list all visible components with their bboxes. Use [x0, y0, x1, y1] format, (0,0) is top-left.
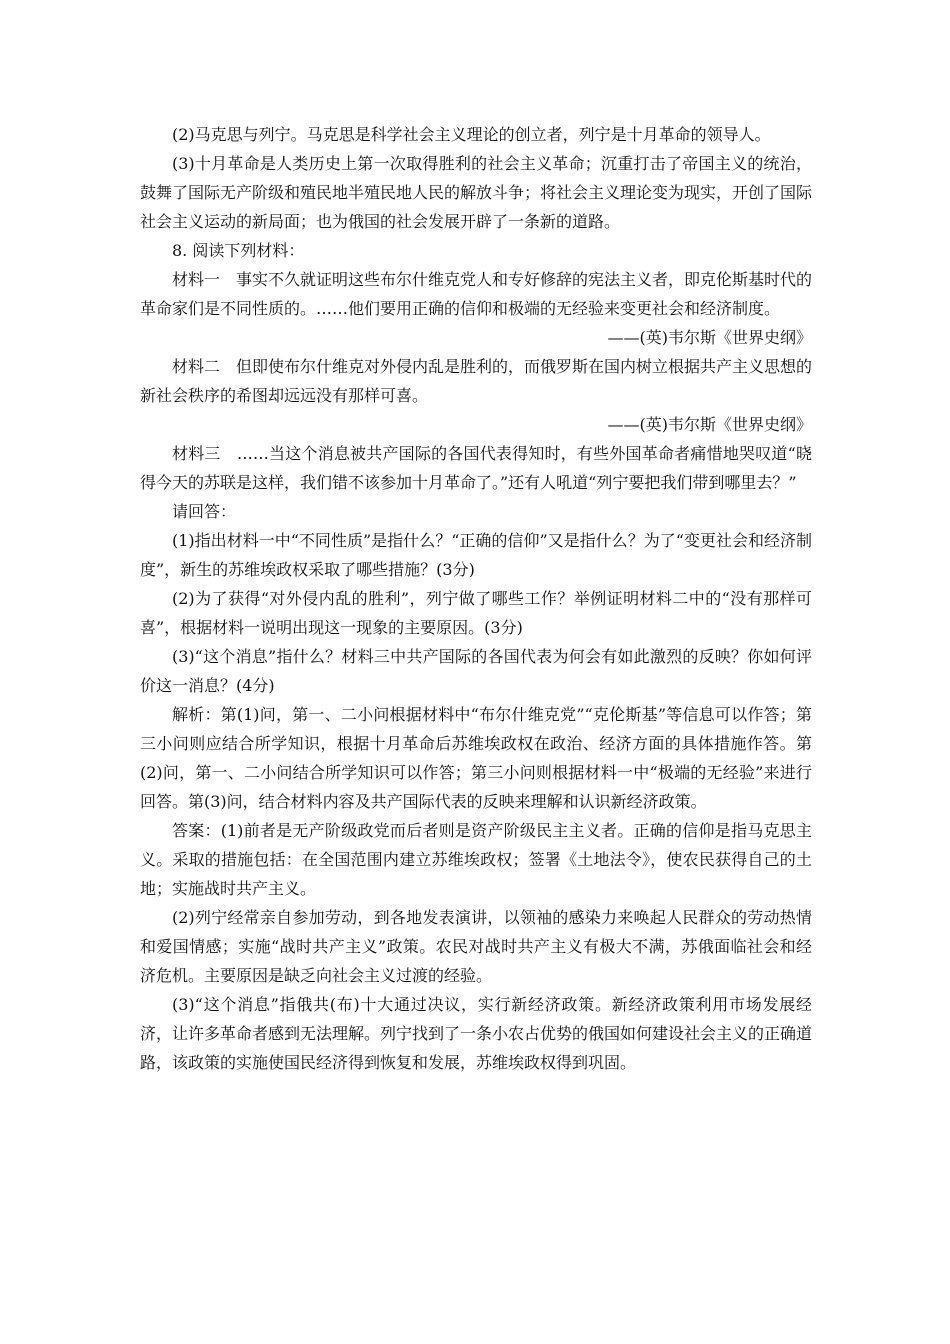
sub-question-3: (3)“这个消息”指什么？材料三中共产国际的各国代表为何会有如此激烈的反映？你如何评价这一消息？(4分) — [140, 647, 812, 695]
answer-part-2: (2)马克思与列宁。马克思是科学社会主义理论的创立者，列宁是十月革命的领导人。 — [172, 125, 771, 144]
document-body — [140, 120, 812, 1077]
analysis-paragraph: 解析：第(1)问，第一、二小问根据材料中“布尔什维克党”“克伦斯基”等信息可以作答；第三小问则应结合所学知识，根据十月革命后苏维埃政权在政治、经济方面的具体措施作答。第(2)问，第一、二小问结合所学知识可以作答；第三小问则根据材料一中“极端的无经验”来进行回答。第(3)问，结合材料内容及共产国际代表的反映来理解和认识新经济政策。 — [140, 705, 812, 811]
material-3: 材料三 ……当这个消息被共产国际的各国代表得知时，有些外国革命者痛惜地哭叹道“晓得今天的苏联是这样，我们错不该参加十月革命了。”还有人吼道“列宁要把我们带到哪里去？” — [140, 444, 812, 492]
sub-question-2: (2)为了获得“对外侵内乱的胜利”，列宁做了哪些工作？举例证明材料二中的“没有那样可喜”，根据材料一说明出现这一现象的主要原因。(3分) — [140, 589, 812, 637]
question-8-heading: 8. 阅读下列材料： — [172, 241, 305, 260]
answer-1: 答案：(1)前者是无产阶级政党而后者则是资产阶级民主主义者。正确的信仰是指马克思主义。采取的措施包括：在全国范围内建立苏维埃政权；签署《土地法令》，使农民获得自己的土地；实施战时共产主义。 — [140, 821, 812, 898]
material-1-source: ——(英)韦尔斯《世界史纲》 — [607, 328, 812, 347]
material-2-source: ——(英)韦尔斯《世界史纲》 — [607, 415, 812, 434]
answer-part-3: (3)十月革命是人类历史上第一次取得胜利的社会主义革命；沉重打击了帝国主义的统治，鼓舞了国际无产阶级和殖民地半殖民地人民的解放斗争；将社会主义理论变为现实，开创了国际社会主义运动的新局面；也为俄国的社会发展开辟了一条新的道路。 — [140, 154, 813, 231]
material-1: 材料一 事实不久就证明这些布尔什维克党人和专好修辞的宪法主义者，即克伦斯基时代的革命家们是不同性质的。……他们要用正确的信仰和极端的无经验来变更社会和经济制度。 — [140, 270, 813, 318]
answer-2: (2)列宁经常亲自参加劳动，到各地发表演讲，以领袖的感染力来唤起人民群众的劳动热情和爱国情感；实施“战时共产主义”政策。农民对战时共产主义有极大不满，苏俄面临社会和经济危机。主要原因是缺乏向社会主义过渡的经验。 — [140, 908, 812, 985]
question-prompt: 请回答： — [172, 502, 237, 521]
answer-3: (3)“这个消息”指俄共(布)十大通过决议，实行新经济政策。新经济政策利用市场发展经济，让许多革命者感到无法理解。列宁找到了一条小农占优势的俄国如何建设社会主义的正确道路，该政策的实施使国民经济得到恢复和发展，苏维埃政权得到巩固。 — [140, 995, 813, 1072]
material-2: 材料二 但即使布尔什维克对外侵内乱是胜利的，而俄罗斯在国内树立根据共产主义思想的新社会秩序的希图却远远没有那样可喜。 — [140, 357, 813, 405]
sub-question-1: (1)指出材料一中“不同性质”是指什么？“正确的信仰”又是指什么？为了“变更社会和经济制度”，新生的苏维埃政权采取了哪些措施？(3分) — [140, 531, 812, 579]
